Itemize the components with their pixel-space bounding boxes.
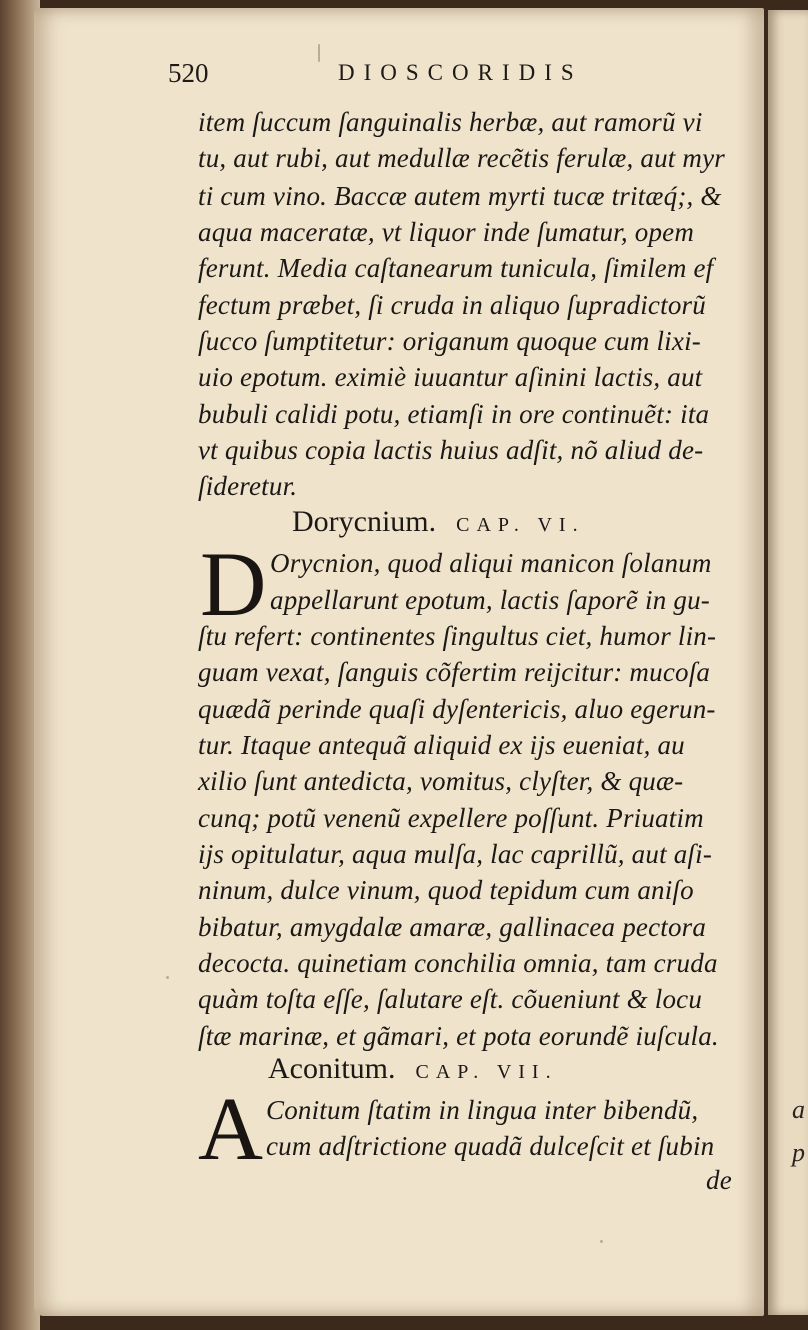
- drop-cap-d: D: [200, 533, 267, 635]
- text-line: ſideretur.: [198, 471, 298, 501]
- text-line: Conitum ſtatim in lingua inter bibendũ,: [266, 1095, 699, 1125]
- chapter-heading-aconitum: [268, 1052, 558, 1086]
- text-line: ninum, dulce vinum, quod tepidum cum aniſo: [198, 875, 694, 905]
- text-line: guam vexat, ſanguis cõfertim reijcitur: mucoſa: [198, 657, 711, 687]
- paper-speck: [166, 976, 169, 979]
- text-line: ti cum vino. Baccæ autem myrti tucæ tritæq́;, &: [198, 181, 722, 211]
- text-line: vt quibus copia lactis huius adſit, nõ aliud de-: [198, 435, 704, 465]
- chapter-number: CAP. VI.: [456, 514, 585, 536]
- text-line: decocta. quinetiam conchilia omnia, tam cruda: [198, 948, 718, 978]
- text-line: ſtu refert: continentes ſingultus ciet, humor lin-: [198, 621, 717, 651]
- text-line: appellarunt epotum, lactis ſaporẽ in gu-: [270, 585, 710, 615]
- chapter-number: CAP. VII.: [415, 1061, 558, 1083]
- catchword: de: [706, 1165, 732, 1195]
- text-line: bubuli calidi potu, etiamſi in ore continuẽt: ita: [198, 399, 710, 429]
- text-line: ijs opitulatur, aqua mulſa, lac caprillũ, aut aſi-: [198, 839, 713, 869]
- text-line: quædã perinde quaſi dyſentericis, aluo egerun-: [198, 694, 716, 724]
- text-line: Orycnion, quod aliqui manicon ſolanum: [270, 548, 712, 578]
- drop-cap-a: A: [198, 1080, 263, 1179]
- text-line: item ſuccum ſanguinalis herbæ, aut ramorũ vi: [198, 107, 703, 137]
- text-line: tu, aut rubi, aut medullæ recẽtis ferulæ, aut myr: [198, 143, 726, 173]
- text-line: ferunt. Media caſtanearum tunicula, ſimilem ef: [198, 253, 714, 283]
- chapter-title: Dorycnium.: [292, 505, 437, 538]
- text-line: fectum præbet, ſi cruda in aliquo ſupradictorũ: [198, 290, 706, 320]
- running-head: DIOSCORIDIS: [338, 60, 583, 85]
- paper-mark: [318, 44, 320, 62]
- text-line: ſucco ſumptitetur: origanum quoque cum lixi-: [198, 326, 701, 356]
- paper-speck: [600, 1240, 603, 1243]
- text-line: uio epotum. eximiè iuuantur aſinini lactis, aut: [198, 362, 703, 392]
- text-line: ſtæ marinæ, et gãmari, et pota eorundẽ iuſcula.: [198, 1021, 719, 1051]
- text-line: bibatur, amygdalæ amaræ, gallinacea pectora: [198, 912, 707, 942]
- text-line: aqua maceratæ, vt liquor inde ſumatur, opem: [198, 217, 695, 247]
- page-number: 520: [168, 58, 209, 88]
- facing-page-edge: a p: [768, 10, 808, 1315]
- chapter-title: Aconitum.: [268, 1052, 396, 1085]
- text-line: tur. Itaque antequã aliquid ex ijs eueniat, au: [198, 730, 685, 760]
- chapter-heading-dorycnium: [292, 505, 585, 539]
- text-line: quàm toſta eſſe, ſalutare eſt. cõueniunt & locu: [198, 984, 703, 1014]
- text-line: cunq; potũ venenũ expellere poſſunt. Priuatim: [198, 803, 704, 833]
- text-line: xilio ſunt antedicta, vomitus, clyſter, & quæ-: [198, 766, 684, 796]
- text-line: cum adſtrictione quadã dulceſcit et ſubin: [266, 1131, 715, 1161]
